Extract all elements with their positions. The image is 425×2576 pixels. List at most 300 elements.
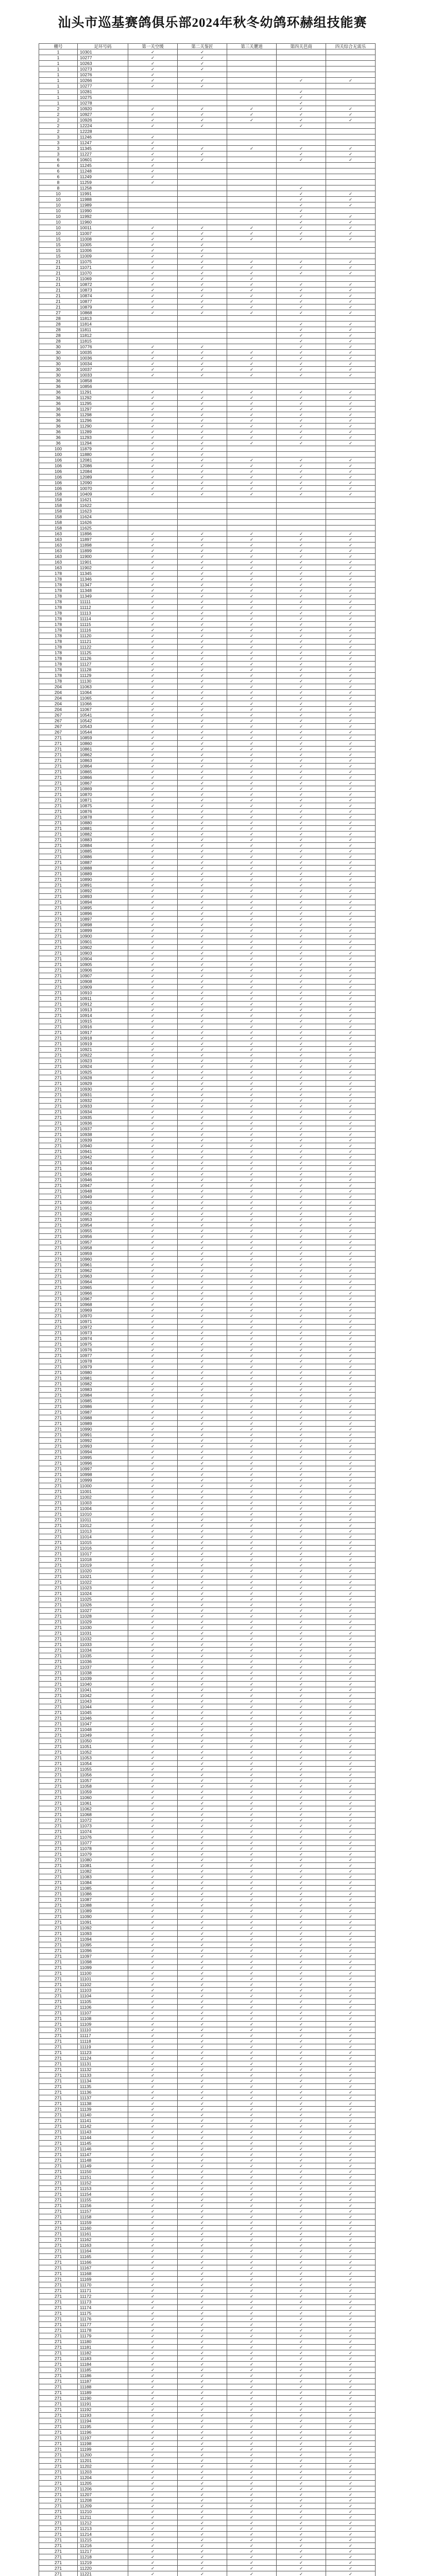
stage-cell: [128, 225, 178, 231]
stage-cell: [178, 1019, 227, 1024]
stage-cell: [277, 2152, 326, 2158]
stage-cell: [326, 1874, 376, 1880]
stage-cell: [178, 968, 227, 973]
stage-cell: [128, 197, 178, 202]
check-mark-icon: ✓: [348, 1131, 353, 1137]
stage-cell: [326, 1801, 376, 1806]
check-mark-icon: ✓: [200, 111, 205, 117]
stage-cell: [227, 2107, 277, 2112]
stage-cell: [178, 537, 227, 543]
check-mark-icon: ✓: [249, 1551, 254, 1556]
check-mark-icon: ✓: [200, 1409, 205, 1415]
check-mark-icon: ✓: [200, 1647, 205, 1653]
check-mark-icon: ✓: [200, 2259, 205, 2265]
loft-number: 271: [39, 1053, 78, 1058]
check-mark-icon: ✓: [150, 1143, 155, 1148]
check-mark-icon: ✓: [299, 1250, 303, 1256]
loft-number: 271: [39, 1880, 78, 1886]
stage-cell: [227, 1342, 277, 1347]
ring-number: 10917: [78, 1030, 128, 1036]
stage-cell: [178, 1166, 227, 1172]
stage-cell: [326, 650, 376, 656]
stage-cell: [178, 520, 227, 526]
check-mark-icon: ✓: [299, 735, 303, 740]
check-mark-icon: ✓: [249, 565, 254, 570]
stage-cell: [277, 1812, 326, 1818]
loft-number: 158: [39, 497, 78, 503]
check-mark-icon: ✓: [348, 1324, 353, 1330]
stage-cell: [128, 1619, 178, 1625]
stage-cell: [178, 1597, 227, 1602]
check-mark-icon: ✓: [150, 1511, 155, 1517]
loft-number: 271: [39, 1132, 78, 1138]
stage-cell: [277, 276, 326, 282]
table-row: [39, 1948, 376, 1954]
check-mark-icon: ✓: [348, 576, 353, 582]
ring-number: 10989: [78, 1421, 128, 1427]
stage-cell: [277, 168, 326, 174]
check-mark-icon: ✓: [150, 950, 155, 956]
check-mark-icon: ✓: [299, 1154, 303, 1160]
check-mark-icon: ✓: [249, 1709, 254, 1715]
check-mark-icon: ✓: [299, 740, 303, 746]
check-mark-icon: ✓: [299, 1211, 303, 1216]
check-mark-icon: ✓: [150, 1245, 155, 1250]
table-row: [39, 1608, 376, 1614]
table-row: [39, 2016, 376, 2022]
stage-cell: [227, 826, 277, 832]
stage-cell: [277, 1109, 326, 1115]
check-mark-icon: ✓: [200, 2004, 205, 2010]
ring-number: 11005: [78, 242, 128, 248]
loft-number: 271: [39, 2039, 78, 2044]
check-mark-icon: ✓: [150, 1279, 155, 1284]
table-row: [39, 321, 376, 327]
stage-cell: [128, 2209, 178, 2214]
stage-cell: [277, 1217, 326, 1223]
stage-cell: [128, 605, 178, 611]
loft-number: 271: [39, 883, 78, 888]
check-mark-icon: ✓: [150, 1517, 155, 1522]
loft-number: 21: [39, 270, 78, 276]
ring-number: 11118: [78, 2039, 128, 2044]
stage-cell: [227, 605, 277, 611]
loft-number: 36: [39, 440, 78, 446]
table-row: [39, 1330, 376, 1336]
table-row: [39, 1047, 376, 1053]
stage-cell: [178, 1387, 227, 1393]
ring-number: 11812: [78, 333, 128, 338]
check-mark-icon: ✓: [200, 1194, 205, 1199]
ring-number: 11900: [78, 554, 128, 560]
loft-number: 271: [39, 1653, 78, 1659]
check-mark-icon: ✓: [299, 2112, 303, 2117]
check-mark-icon: ✓: [299, 145, 303, 151]
loft-number: 10: [39, 225, 78, 231]
stage-cell: [128, 900, 178, 905]
stage-cell: [227, 514, 277, 520]
stage-cell: [277, 1359, 326, 1364]
loft-number: 271: [39, 1376, 78, 1381]
stage-cell: [326, 548, 376, 554]
stage-cell: [227, 1285, 277, 1291]
stage-cell: [277, 928, 326, 934]
stage-cell: [178, 1874, 227, 1880]
check-mark-icon: ✓: [299, 820, 303, 825]
loft-number: 271: [39, 1642, 78, 1648]
check-mark-icon: ✓: [348, 2168, 353, 2174]
stage-cell: [326, 973, 376, 979]
stage-cell: [178, 140, 227, 146]
check-mark-icon: ✓: [348, 2027, 353, 2032]
ring-number: 11171: [78, 2288, 128, 2294]
check-mark-icon: ✓: [249, 814, 254, 820]
stage-cell: [277, 191, 326, 197]
table-row: [39, 1772, 376, 1778]
table-row: [39, 1914, 376, 1920]
table-row: [39, 1126, 376, 1132]
stage-cell: [277, 2248, 326, 2254]
stage-cell: [227, 78, 277, 83]
stage-cell: [326, 95, 376, 100]
ring-number: 11032: [78, 1636, 128, 1642]
check-mark-icon: ✓: [200, 1233, 205, 1239]
stage-cell: [178, 531, 227, 537]
stage-cell: [277, 1597, 326, 1602]
check-mark-icon: ✓: [200, 2197, 205, 2202]
stage-cell: [227, 1982, 277, 1988]
stage-cell: [227, 1313, 277, 1319]
check-mark-icon: ✓: [348, 1942, 353, 1947]
table-row: [39, 616, 376, 622]
check-mark-icon: ✓: [348, 1715, 353, 1721]
loft-number: 271: [39, 922, 78, 928]
check-mark-icon: ✓: [249, 1307, 254, 1313]
check-mark-icon: ✓: [150, 168, 155, 174]
stage-cell: [227, 355, 277, 361]
check-mark-icon: ✓: [299, 2015, 303, 2021]
check-mark-icon: ✓: [299, 2140, 303, 2146]
stage-cell: [277, 123, 326, 129]
loft-number: 271: [39, 1954, 78, 1959]
stage-cell: [128, 2141, 178, 2146]
stage-cell: [326, 594, 376, 599]
check-mark-icon: ✓: [249, 2027, 254, 2032]
stage-cell: [277, 225, 326, 231]
stage-cell: [277, 350, 326, 355]
table-row: [39, 1121, 376, 1126]
stage-cell: [128, 1415, 178, 1421]
stage-cell: [128, 1982, 178, 1988]
stage-cell: [277, 1126, 326, 1132]
table-row: [39, 871, 376, 877]
stage-cell: [178, 2248, 227, 2254]
stage-cell: [326, 832, 376, 837]
table-row: [39, 543, 376, 548]
check-mark-icon: ✓: [299, 1245, 303, 1250]
ring-number: 11160: [78, 2226, 128, 2231]
stage-cell: [178, 2067, 227, 2073]
stage-cell: [128, 724, 178, 730]
check-mark-icon: ✓: [299, 1477, 303, 1483]
stage-cell: [178, 2271, 227, 2277]
stage-cell: [227, 214, 277, 219]
table-row: [39, 588, 376, 594]
check-mark-icon: ✓: [150, 1426, 155, 1432]
stage-cell: [178, 1183, 227, 1189]
check-mark-icon: ✓: [249, 2197, 254, 2202]
check-mark-icon: ✓: [150, 1862, 155, 1868]
loft-number: 1: [39, 83, 78, 89]
ring-number: 11292: [78, 395, 128, 401]
stage-cell: [277, 1512, 326, 1517]
loft-number: 106: [39, 486, 78, 492]
check-mark-icon: ✓: [348, 1262, 353, 1267]
ring-number: 11095: [78, 1942, 128, 1948]
ring-number: 10877: [78, 299, 128, 304]
ring-number: 11150: [78, 2169, 128, 2175]
check-mark-icon: ✓: [200, 1092, 205, 1097]
check-mark-icon: ✓: [200, 1063, 205, 1069]
check-mark-icon: ✓: [249, 2129, 254, 2134]
loft-number: 271: [39, 1976, 78, 1982]
table-row: [39, 752, 376, 758]
table-row: [39, 1387, 376, 1393]
check-mark-icon: ✓: [200, 389, 205, 395]
stage-cell: [128, 934, 178, 939]
check-mark-icon: ✓: [348, 2219, 353, 2225]
check-mark-icon: ✓: [299, 1823, 303, 1828]
stage-cell: [326, 1818, 376, 1823]
check-mark-icon: ✓: [299, 1137, 303, 1143]
stage-cell: [227, 406, 277, 412]
check-mark-icon: ✓: [348, 1250, 353, 1256]
check-mark-icon: ✓: [348, 1636, 353, 1641]
stage-cell: [178, 945, 227, 951]
check-mark-icon: ✓: [348, 1840, 353, 1845]
check-mark-icon: ✓: [150, 1035, 155, 1041]
loft-number: 28: [39, 333, 78, 338]
check-mark-icon: ✓: [299, 1879, 303, 1885]
stage-cell: [326, 117, 376, 123]
check-mark-icon: ✓: [348, 1154, 353, 1160]
check-mark-icon: ✓: [150, 1386, 155, 1392]
stage-cell: [277, 1347, 326, 1353]
check-mark-icon: ✓: [348, 338, 353, 344]
table-row: [39, 883, 376, 888]
check-mark-icon: ✓: [200, 1794, 205, 1800]
check-mark-icon: ✓: [200, 1420, 205, 1426]
stage-cell: [128, 667, 178, 673]
stage-cell: [326, 492, 376, 497]
stage-cell: [277, 520, 326, 526]
stage-cell: [128, 786, 178, 792]
stage-cell: [227, 2243, 277, 2248]
loft-number: 271: [39, 798, 78, 803]
loft-number: 271: [39, 1398, 78, 1404]
check-mark-icon: ✓: [150, 2270, 155, 2276]
stage-cell: [227, 1466, 277, 1472]
ring-number: 10870: [78, 792, 128, 798]
stage-cell: [128, 146, 178, 151]
check-mark-icon: ✓: [249, 1675, 254, 1681]
ring-number: 11345: [78, 146, 128, 151]
stage-cell: [326, 293, 376, 299]
check-mark-icon: ✓: [200, 871, 205, 876]
stage-cell: [128, 1166, 178, 1172]
table-row: [39, 452, 376, 457]
stage-cell: [128, 911, 178, 917]
check-mark-icon: ✓: [299, 196, 303, 202]
check-mark-icon: ✓: [249, 1466, 254, 1471]
check-mark-icon: ✓: [299, 1794, 303, 1800]
table-row: [39, 384, 376, 389]
stage-cell: [277, 1228, 326, 1234]
stage-cell: [227, 752, 277, 758]
stage-cell: [326, 1869, 376, 1874]
stage-cell: [277, 282, 326, 287]
check-mark-icon: ✓: [150, 1211, 155, 1216]
loft-number: 271: [39, 1614, 78, 1619]
loft-number: 271: [39, 1869, 78, 1874]
check-mark-icon: ✓: [150, 1670, 155, 1675]
stage-cell: [128, 718, 178, 724]
loft-number: 271: [39, 1750, 78, 1755]
check-mark-icon: ✓: [348, 1086, 353, 1092]
check-mark-icon: ✓: [348, 984, 353, 990]
check-mark-icon: ✓: [249, 1245, 254, 1250]
ring-number: 11013: [78, 1529, 128, 1534]
check-mark-icon: ✓: [299, 842, 303, 848]
check-mark-icon: ✓: [348, 1097, 353, 1103]
loft-number: 271: [39, 1727, 78, 1733]
ring-number: 11126: [78, 656, 128, 662]
stage-cell: [277, 628, 326, 633]
stage-cell: [178, 1971, 227, 1976]
stage-cell: [277, 446, 326, 452]
stage-cell: [227, 917, 277, 922]
stage-cell: [326, 1608, 376, 1614]
ring-number: 10996: [78, 1461, 128, 1466]
check-mark-icon: ✓: [150, 1534, 155, 1539]
check-mark-icon: ✓: [348, 1998, 353, 2004]
stage-cell: [178, 253, 227, 259]
stage-cell: [178, 1075, 227, 1081]
loft-number: 271: [39, 1279, 78, 1285]
loft-number: 271: [39, 1183, 78, 1189]
stage-cell: [277, 1177, 326, 1183]
loft-number: 271: [39, 1455, 78, 1461]
loft-number: 271: [39, 1608, 78, 1614]
stage-cell: [178, 509, 227, 514]
table-row: [39, 231, 376, 236]
check-mark-icon: ✓: [249, 2089, 254, 2095]
check-mark-icon: ✓: [348, 1806, 353, 1811]
table-row: [39, 645, 376, 650]
ring-number: 10968: [78, 1302, 128, 1308]
stage-cell: [326, 696, 376, 701]
stage-cell: [277, 543, 326, 548]
stage-cell: [178, 2209, 227, 2214]
stage-cell: [227, 1160, 277, 1166]
stage-cell: [277, 2129, 326, 2135]
table-row: [39, 2022, 376, 2027]
table-row: [39, 423, 376, 429]
check-mark-icon: ✓: [249, 2214, 254, 2219]
stage-cell: [178, 905, 227, 911]
ring-number: 10928: [78, 1075, 128, 1081]
check-mark-icon: ✓: [200, 2117, 205, 2123]
loft-number: 271: [39, 1087, 78, 1092]
stage-cell: [277, 1682, 326, 1687]
stage-cell: [128, 1257, 178, 1262]
check-mark-icon: ✓: [150, 1772, 155, 1777]
stage-cell: [277, 1472, 326, 1478]
stage-cell: [227, 1387, 277, 1393]
stage-cell: [326, 526, 376, 531]
stage-cell: [326, 49, 376, 55]
table-row: [39, 2050, 376, 2056]
stage-cell: [326, 1659, 376, 1665]
ring-number: 11028: [78, 1614, 128, 1619]
ring-number: 10886: [78, 854, 128, 860]
stage-cell: [227, 1234, 277, 1240]
stage-cell: [227, 1948, 277, 1954]
stage-cell: [227, 1268, 277, 1274]
loft-number: 271: [39, 1092, 78, 1098]
check-mark-icon: ✓: [299, 1743, 303, 1749]
loft-number: 36: [39, 384, 78, 389]
check-mark-icon: ✓: [200, 349, 205, 355]
check-mark-icon: ✓: [348, 1007, 353, 1012]
check-mark-icon: ✓: [299, 2270, 303, 2276]
check-mark-icon: ✓: [150, 865, 155, 871]
check-mark-icon: ✓: [200, 553, 205, 559]
stage-cell: [227, 2141, 277, 2146]
check-mark-icon: ✓: [299, 933, 303, 939]
stage-cell: [178, 1840, 227, 1846]
check-mark-icon: ✓: [249, 933, 254, 939]
check-mark-icon: ✓: [200, 1517, 205, 1522]
check-mark-icon: ✓: [150, 1239, 155, 1245]
loft-number: 271: [39, 1665, 78, 1670]
check-mark-icon: ✓: [150, 2112, 155, 2117]
ring-number: 11025: [78, 1597, 128, 1602]
loft-number: 271: [39, 1257, 78, 1262]
stage-cell: [128, 208, 178, 214]
check-mark-icon: ✓: [299, 1398, 303, 1403]
check-mark-icon: ✓: [299, 1624, 303, 1630]
check-mark-icon: ✓: [348, 1545, 353, 1551]
check-mark-icon: ✓: [150, 1409, 155, 1415]
check-mark-icon: ✓: [200, 576, 205, 582]
table-row: [39, 1313, 376, 1319]
check-mark-icon: ✓: [150, 553, 155, 559]
ring-number: 11988: [78, 197, 128, 202]
loft-number: 271: [39, 951, 78, 956]
stage-cell: [178, 395, 227, 401]
stage-cell: [277, 1636, 326, 1642]
stage-cell: [128, 1240, 178, 1245]
check-mark-icon: ✓: [249, 939, 254, 944]
check-mark-icon: ✓: [299, 457, 303, 463]
stage-cell: [326, 713, 376, 718]
stage-cell: [326, 1081, 376, 1087]
stage-cell: [227, 1081, 277, 1087]
stage-cell: [277, 180, 326, 185]
check-mark-icon: ✓: [249, 1896, 254, 1902]
check-mark-icon: ✓: [249, 2044, 254, 2049]
